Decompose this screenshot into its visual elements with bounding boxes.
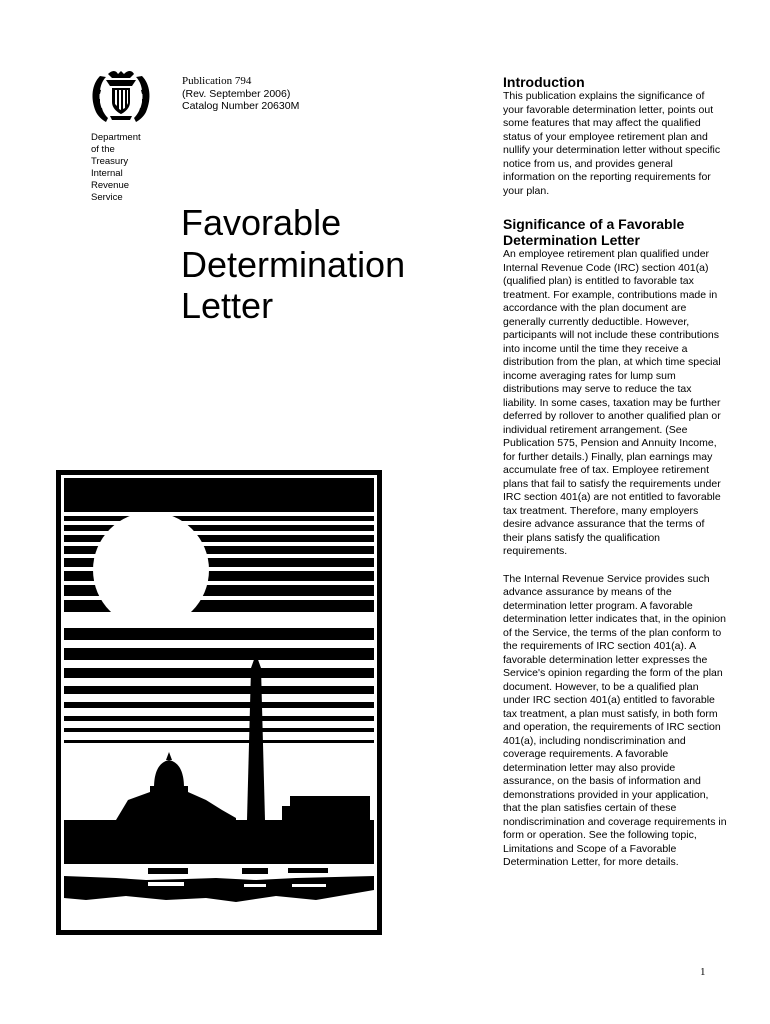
right-column bbox=[503, 74, 727, 870]
significance-paragraph-1: An employee retirement plan qualified under Internal Revenue Code (IRC) section 401(a) (qualified plan) is entitled to favorable tax treatment. For example, contributions made in accordance with the plan document are generally currently deductible. However, participants will not include these contributions into income until the time they receive a distribution from the plan, at which time special income averaging rates for lump sum distributions may serve to reduce the tax liability. In some cases, taxation may be further deferred by rollover to another qualified plan or individual retirement arrangement. (See Publication 575, Pension and Annuity Income, for further details.) Finally, plan earnings may accumulate free of tax. Employee retirement plans that fail to satisfy the requirements under IRC section 401(a) are not entitled to favorable tax treatment. Therefore, many employers desire advance assurance that the terms of their plans satisfy the qualification requirements. bbox=[503, 248, 721, 557]
agency-line: Revenue bbox=[91, 180, 130, 191]
agency-line: Internal bbox=[91, 168, 123, 179]
agency-line: Service bbox=[91, 192, 123, 203]
page-number: 1 bbox=[700, 966, 706, 978]
title-line: Favorable bbox=[181, 202, 342, 243]
publication-number: Publication 794 bbox=[182, 75, 252, 87]
agency-line: of the bbox=[91, 144, 115, 155]
agency-line: Treasury bbox=[91, 156, 129, 167]
section-heading-introduction: Introduction bbox=[503, 74, 585, 90]
washington-skyline-icon bbox=[56, 470, 382, 935]
page-title bbox=[181, 202, 405, 327]
significance-paragraph-2: The Internal Revenue Service provides such advance assurance by means of the determination letter program. A favorable determination letter indicates that, in the opinion of the Service, the terms of the plan conform to the requirements of IRC section 401(a). A favorable determination letter expresses the Service's opinion regarding the form of the plan document. However, to be a qualified plan under IRC section 401(a) entitled to favorable tax treatment, a plan must satisfy, in both form and operation, the requirements of IRC section 401(a), including nondiscrimination and coverage requirements. A favorable determination letter may also provide assurance, on the basis of information and demonstrations provided in your application, that the plan satisfies certain of these nondiscrimination and coverage requirements in form or operation. See the following topic, Limitations and Scope of a Favorable Determination Letter, for more details. bbox=[503, 572, 727, 868]
section-heading-significance: Significance of a Favorable Determination Letter bbox=[503, 216, 685, 248]
revision-date: (Rev. September 2006) bbox=[182, 87, 291, 100]
introduction-body: This publication explains the significance of your favorable determination letter, points out some features that may affect the qualified status of your employee retirement plan and nullify your determination letter without specific notice from us, and provides general information on the reporting requirements for your plan. bbox=[503, 90, 721, 197]
publication-info bbox=[182, 75, 299, 113]
title-line: Letter bbox=[181, 285, 274, 326]
agency-line: Department bbox=[91, 132, 141, 143]
agency-name bbox=[91, 132, 171, 204]
title-line: Determination bbox=[181, 243, 406, 285]
irs-eagle-logo-icon bbox=[88, 68, 154, 124]
catalog-number: Catalog Number 20630M bbox=[182, 100, 300, 112]
